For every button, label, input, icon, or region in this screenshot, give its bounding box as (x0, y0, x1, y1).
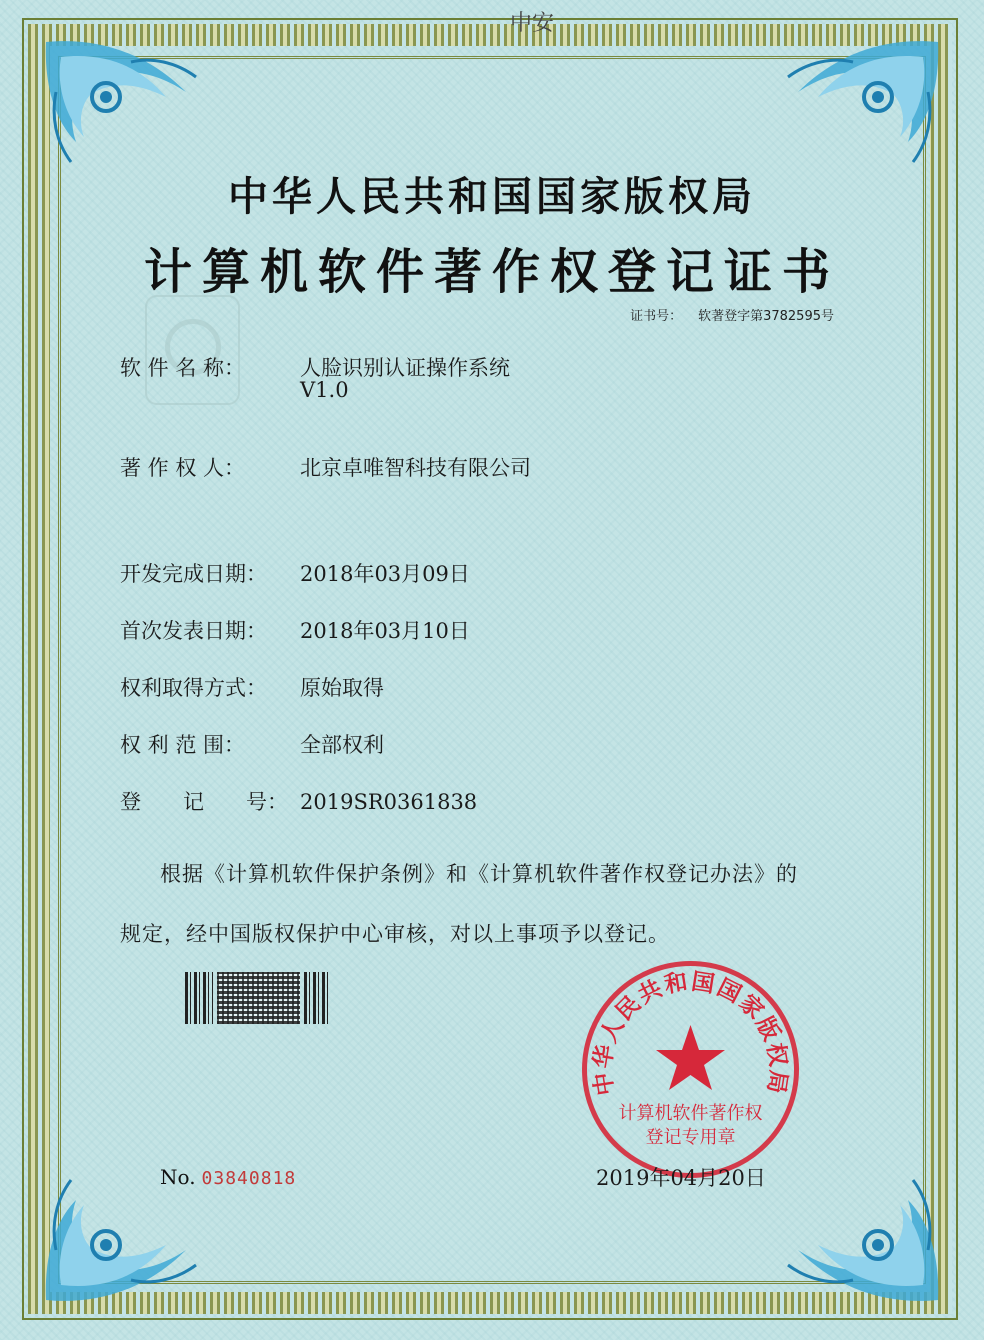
serial-number (160, 1165, 296, 1189)
seal-inner-line-1: 计算机软件著作权 (618, 1103, 763, 1124)
acquisition-method-value: 原始取得 (300, 676, 384, 700)
copyright-owner-label: 著 作 权 人： (120, 456, 246, 480)
first-publication-date-label: 首次发表日期： (120, 619, 267, 643)
copyright-owner-value: 北京卓唯智科技有限公司 (300, 456, 531, 480)
document-title: 计算机软件著作权登记证书 (143, 244, 840, 300)
rights-scope-value: 全部权利 (300, 733, 384, 757)
handwritten-note: 中安 (510, 11, 555, 36)
certificate-number-label: 证书号： (630, 309, 683, 324)
corner-ornament-bottom-right (778, 1170, 948, 1310)
issuer-title: 中华人民共和国国家版权局 (228, 174, 756, 220)
field-registration-number (120, 786, 477, 816)
field-rights-scope (120, 729, 384, 759)
serial-label: No. (160, 1165, 196, 1189)
corner-ornament-top-left (36, 32, 206, 172)
software-name-label: 软 件 名 称： (120, 356, 246, 380)
statement-line-1: 根据《计算机软件保护条例》和《计算机软件著作权登记办法》的 (160, 862, 798, 886)
field-software-name (120, 352, 510, 402)
field-development-date (120, 558, 470, 588)
field-first-publication-date (120, 615, 470, 645)
software-version-value: V1.0 (300, 378, 349, 402)
corner-ornament-bottom-left (36, 1170, 206, 1310)
development-date-label: 开发完成日期： (120, 562, 267, 586)
barcode-bars-right (304, 972, 330, 1024)
field-copyright-owner (120, 452, 531, 482)
serial-value: 03840818 (201, 1168, 297, 1189)
watermark-emblem (145, 295, 240, 405)
field-acquisition-method (120, 672, 384, 702)
barcode-bars-left (185, 972, 213, 1024)
issue-date: 2019年04月20日 (596, 1166, 766, 1190)
seal-star-icon (656, 1025, 725, 1090)
registration-number-value: 2019SR0361838 (300, 790, 478, 814)
first-publication-date-value: 2018年03月10日 (300, 619, 470, 643)
statement-line-2: 规定，经中国版权保护中心审核，对以上事项予以登记。 (120, 922, 670, 946)
rights-scope-label: 权 利 范 围： (120, 733, 246, 757)
official-seal (578, 957, 803, 1182)
corner-ornament-top-right (778, 32, 948, 172)
software-name-value: 人脸识别认证操作系统 (300, 356, 510, 380)
barcode-matrix (217, 972, 300, 1024)
certificate-number (630, 305, 834, 324)
registration-number-label: 登 记 号： (120, 790, 288, 814)
development-date-value: 2018年03月09日 (300, 562, 470, 586)
certificate-number-value: 软著登字第3782595号 (698, 309, 834, 324)
barcode (185, 972, 330, 1024)
seal-outer-text: 中华人民共和国国家版权局 (589, 968, 792, 1098)
seal-inner-line-2: 登记专用章 (645, 1127, 736, 1148)
acquisition-method-label: 权利取得方式： (120, 676, 267, 700)
